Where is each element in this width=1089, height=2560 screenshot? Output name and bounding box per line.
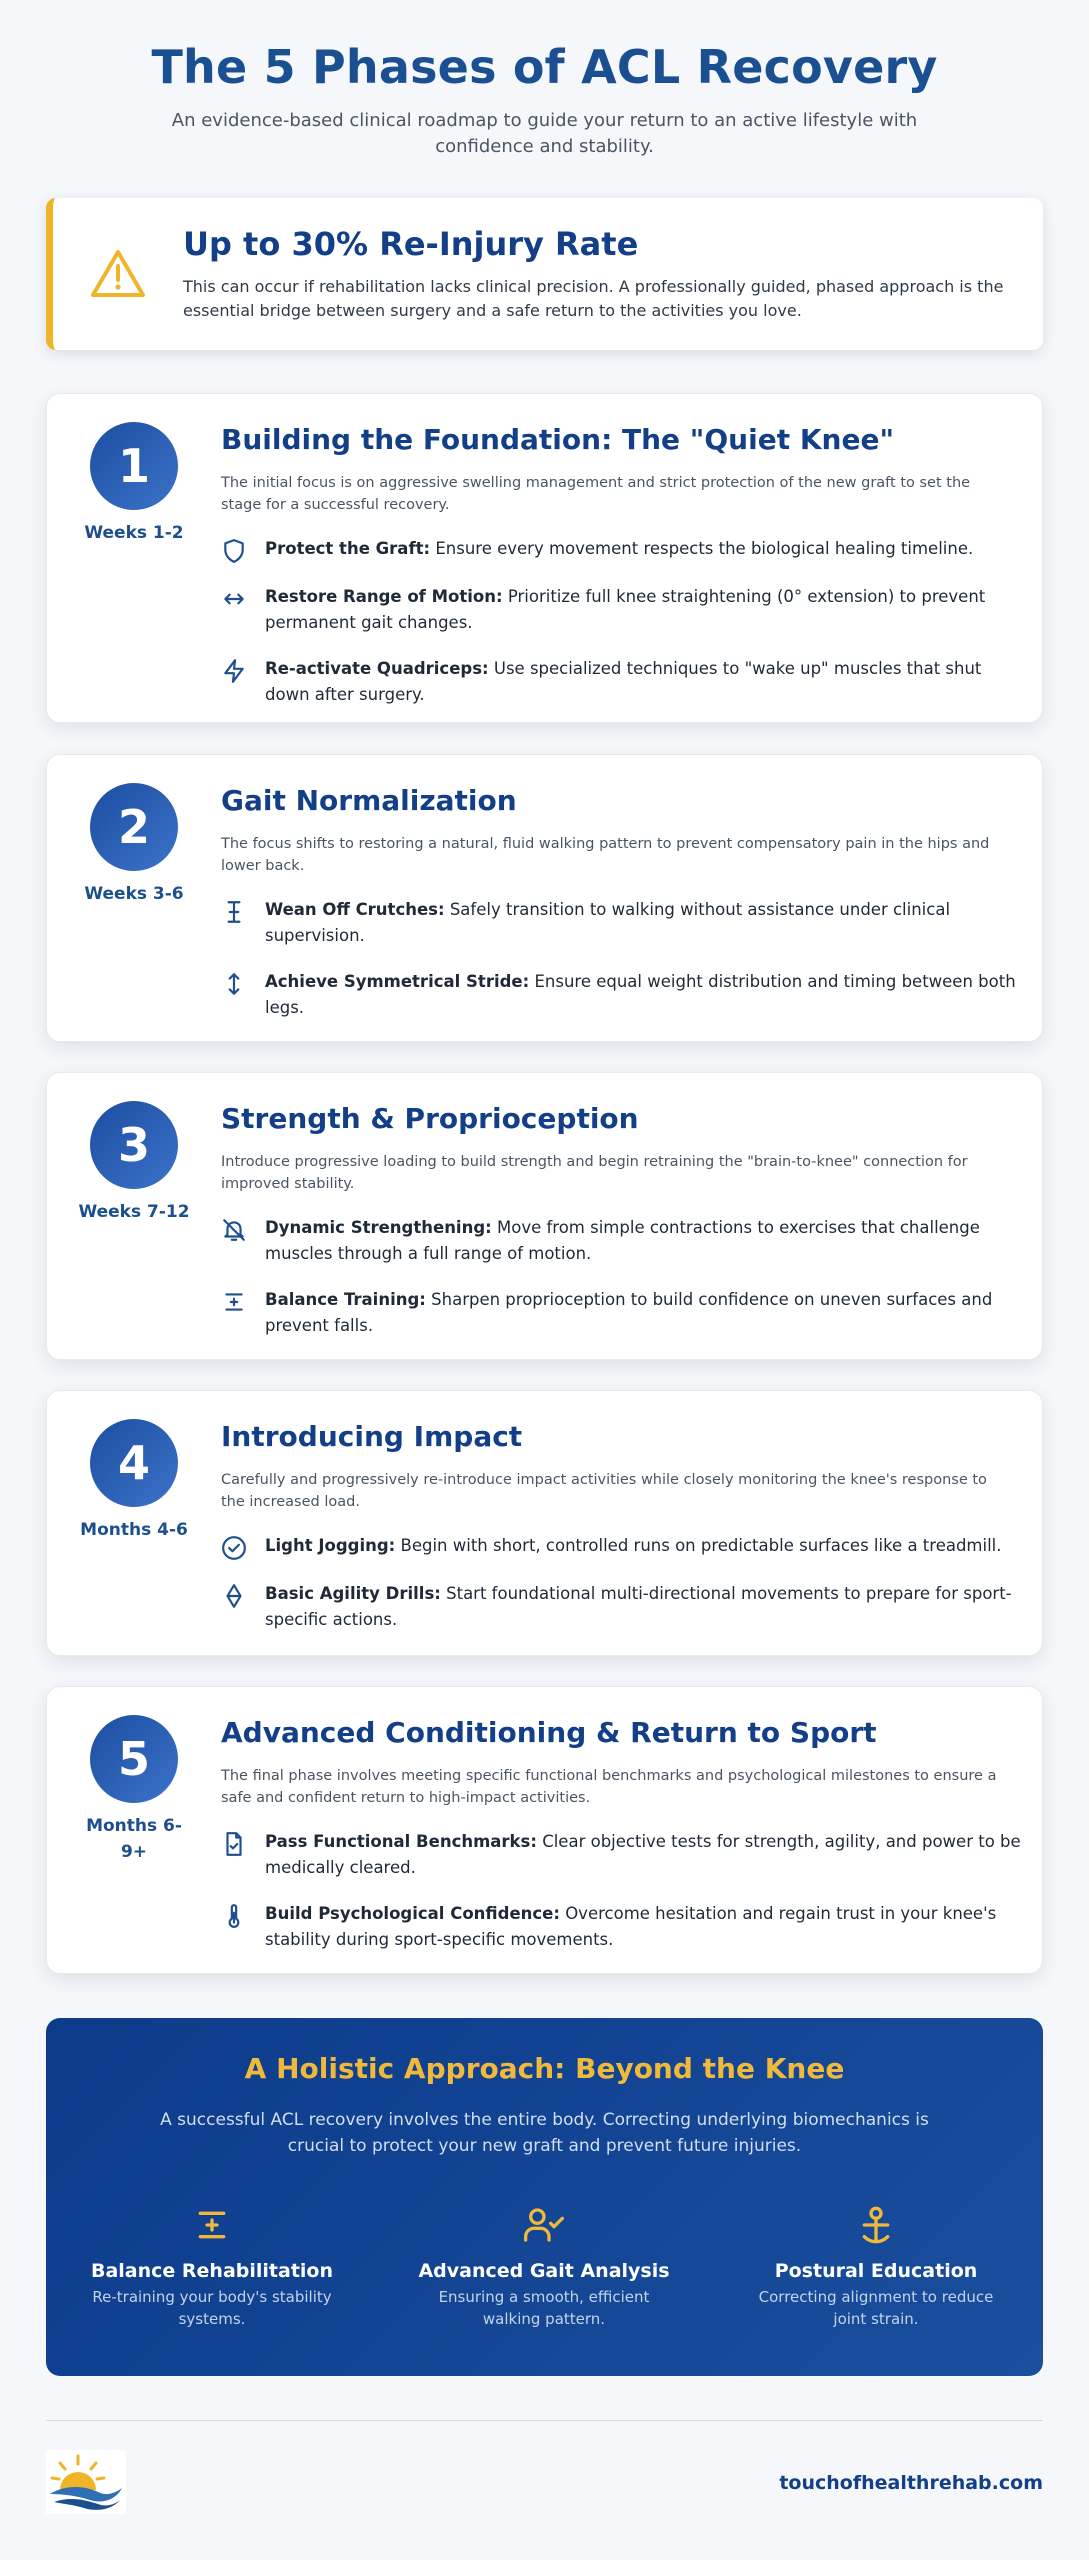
phase-number-badge: 2 bbox=[90, 783, 178, 871]
balance-icon bbox=[221, 1287, 265, 1315]
item-label: Restore Range of Motion: bbox=[265, 587, 503, 606]
item-label: Re-activate Quadriceps: bbox=[265, 659, 489, 678]
phase-intro: Introduce progressive loading to build strength and begin retraining the "brain-to-knee" connection for improved stability. bbox=[221, 1154, 968, 1192]
alert-text: This can occur if rehabilitation lacks clinical precision. A professionally guided, phased approach is the essential bridge between surgery and a safe return to the activities you love. bbox=[183, 277, 1004, 320]
phase-card-1 bbox=[46, 393, 1043, 723]
reinjury-alert-card bbox=[46, 198, 1043, 350]
user-check-icon bbox=[378, 2200, 710, 2250]
phase-item bbox=[221, 1287, 1021, 1339]
warning-triangle-icon bbox=[53, 248, 183, 300]
file-check-icon bbox=[221, 1829, 265, 1857]
phase-title: Gait Normalization bbox=[221, 784, 517, 817]
phase-card-2 bbox=[46, 754, 1043, 1042]
phase-number-badge: 5 bbox=[90, 1715, 178, 1803]
item-label: Wean Off Crutches: bbox=[265, 900, 445, 919]
holistic-description: A successful ACL recovery involves the entire body. Correcting underlying biomechanics is crucial to protect your new graft and prevent future injuries. bbox=[160, 2110, 929, 2156]
item-label: Dynamic Strengthening: bbox=[265, 1218, 492, 1237]
website-link[interactable]: touchofhealthrehab.com bbox=[779, 2472, 1043, 2494]
phase-timeframe: Months 6-9+ bbox=[86, 1816, 182, 1862]
item-label: Build Psychological Confidence: bbox=[265, 1904, 560, 1923]
item-label: Light Jogging: bbox=[265, 1536, 396, 1555]
item-text: Ensure equal weight distribution and timing between both legs. bbox=[265, 972, 1016, 1017]
page-subtitle: An evidence-based clinical roadmap to guide your return to an active lifestyle with confidence and stability. bbox=[171, 110, 918, 157]
phase-title: Introducing Impact bbox=[221, 1420, 523, 1453]
phase-intro: The focus shifts to restoring a natural, fluid walking pattern to prevent compensatory pain in the hips and lower back. bbox=[221, 836, 990, 874]
item-text: Safely transition to walking without assistance under clinical supervision. bbox=[265, 900, 951, 945]
phase-item bbox=[221, 1533, 1021, 1561]
phase-number-badge: 4 bbox=[90, 1419, 178, 1507]
anchor-icon bbox=[710, 2200, 1042, 2250]
holistic-column bbox=[710, 2200, 1042, 2330]
footer-divider bbox=[46, 2420, 1043, 2421]
item-text: Move from simple contractions to exercises that challenge muscles through a full range of motion. bbox=[265, 1218, 980, 1263]
phase-card-3 bbox=[46, 1072, 1043, 1360]
phase-intro: Carefully and progressively re-introduce impact activities while closely monitoring the knee's response to the increased load. bbox=[221, 1472, 987, 1510]
phase-number-badge: 3 bbox=[90, 1101, 178, 1189]
item-label: Pass Functional Benchmarks: bbox=[265, 1832, 537, 1851]
phase-number-badge: 1 bbox=[90, 422, 178, 510]
item-label: Basic Agility Drills: bbox=[265, 1584, 441, 1603]
diamond-icon bbox=[221, 1581, 265, 1609]
column-desc: Correcting alignment to reduce joint strain. bbox=[758, 2288, 994, 2328]
phase-card-5 bbox=[46, 1686, 1043, 1974]
column-title: Balance Rehabilitation bbox=[90, 2260, 333, 2282]
holistic-column bbox=[46, 2200, 378, 2330]
phase-card-4 bbox=[46, 1390, 1043, 1656]
horizontal-arrows-icon bbox=[221, 584, 265, 612]
holistic-approach-panel bbox=[46, 2018, 1043, 2376]
phase-item bbox=[221, 1829, 1021, 1881]
item-text: Use specialized techniques to "wake up" muscles that shut down after surgery. bbox=[265, 659, 982, 704]
thermometer-icon bbox=[221, 1901, 265, 1929]
phase-title: Strength & Proprioception bbox=[221, 1102, 639, 1135]
phase-item bbox=[221, 1581, 1021, 1633]
bell-off-icon bbox=[221, 1215, 265, 1243]
phase-intro: The initial focus is on aggressive swelling management and strict protection of the new graft to set the stage for a successful recovery. bbox=[221, 475, 971, 513]
phase-item bbox=[221, 584, 1021, 636]
phase-item bbox=[221, 969, 1021, 1021]
item-text: Sharpen proprioception to build confidence on uneven surfaces and prevent falls. bbox=[265, 1290, 993, 1335]
balance-icon bbox=[46, 2200, 378, 2250]
item-text: Begin with short, controlled runs on predictable surfaces like a treadmill. bbox=[395, 1536, 1002, 1555]
column-desc: Ensuring a smooth, efficient walking pattern. bbox=[438, 2288, 650, 2328]
item-label: Balance Training: bbox=[265, 1290, 426, 1309]
phase-title: Building the Foundation: The "Quiet Knee" bbox=[221, 423, 895, 456]
item-text: Clear objective tests for strength, agility, and power to be medically cleared. bbox=[265, 1832, 1021, 1877]
vertical-arrows-icon bbox=[221, 969, 265, 997]
phase-item bbox=[221, 656, 1021, 708]
holistic-title: A Holistic Approach: Beyond the Knee bbox=[244, 2052, 845, 2085]
holistic-column bbox=[378, 2200, 710, 2330]
item-text: Overcome hesitation and regain trust in your knee's stability during sport-specific movements. bbox=[265, 1904, 997, 1949]
column-title: Advanced Gait Analysis bbox=[418, 2260, 670, 2282]
phase-item bbox=[221, 536, 1021, 564]
phase-timeframe: Months 4-6 bbox=[80, 1520, 188, 1540]
phase-item bbox=[221, 897, 1021, 949]
item-text: Start foundational multi-directional movements to prepare for sport-specific actions. bbox=[265, 1584, 1012, 1629]
column-title: Postural Education bbox=[774, 2260, 978, 2282]
page-title: The 5 Phases of ACL Recovery bbox=[151, 40, 938, 94]
phase-title: Advanced Conditioning & Return to Sport bbox=[221, 1716, 877, 1749]
item-label: Achieve Symmetrical Stride: bbox=[265, 972, 530, 991]
phase-intro: The final phase involves meeting specific functional benchmarks and psychological milestones to ensure a safe and confident return to high-impact activities. bbox=[221, 1768, 997, 1806]
lightning-icon bbox=[221, 656, 265, 684]
phase-timeframe: Weeks 1-2 bbox=[84, 523, 184, 543]
item-label: Protect the Graft: bbox=[265, 539, 431, 558]
item-text: Ensure every movement respects the biological healing timeline. bbox=[430, 539, 974, 558]
sunrise-wave-logo[interactable] bbox=[46, 2450, 126, 2514]
phase-item bbox=[221, 1215, 1021, 1267]
item-text: Prioritize full knee straightening (0° extension) to prevent permanent gait changes. bbox=[265, 587, 986, 632]
crutch-icon bbox=[221, 897, 265, 925]
column-desc: Re-training your body's stability systems. bbox=[92, 2288, 332, 2328]
phase-timeframe: Weeks 7-12 bbox=[78, 1202, 190, 1222]
alert-title: Up to 30% Re-Injury Rate bbox=[183, 225, 639, 263]
check-circle-icon bbox=[221, 1533, 265, 1561]
phase-timeframe: Weeks 3-6 bbox=[84, 884, 184, 904]
page-header bbox=[0, 0, 1089, 160]
shield-icon bbox=[221, 536, 265, 564]
phase-item bbox=[221, 1901, 1021, 1953]
